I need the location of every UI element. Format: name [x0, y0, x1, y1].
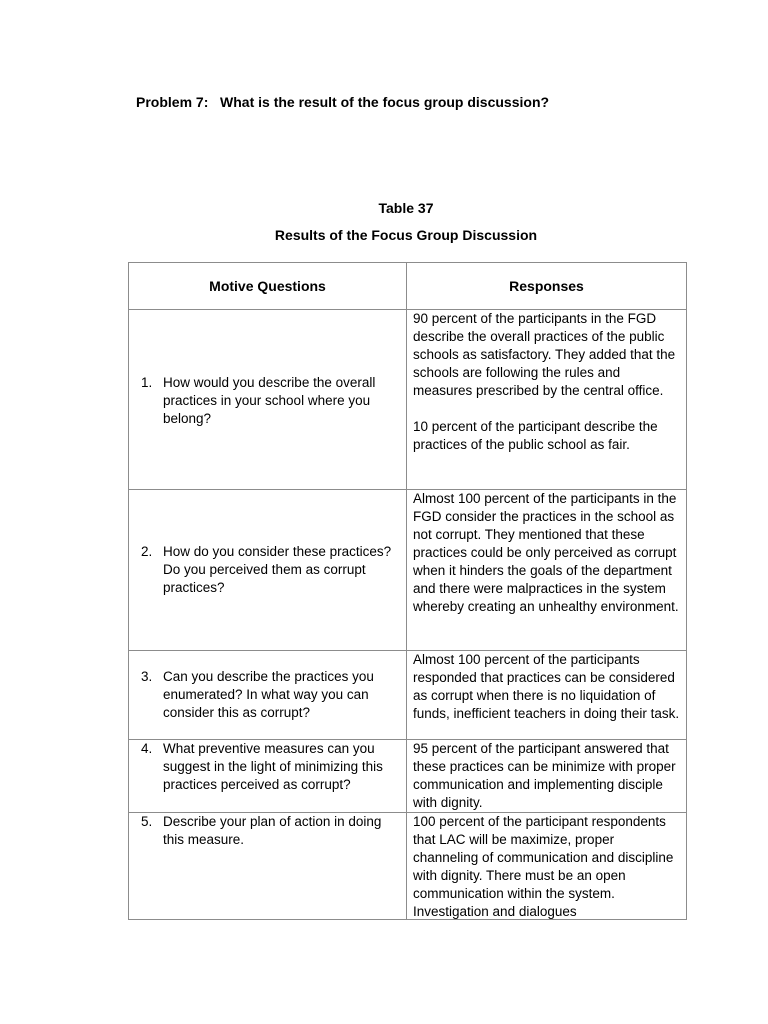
response-cell	[407, 740, 687, 813]
question-cell	[129, 740, 407, 813]
table-row	[129, 490, 687, 651]
question-cell	[129, 490, 407, 651]
response-text: 95 percent of the participant answered that these practices can be minimize with proper communication and implementing disciple with dignity.	[413, 741, 676, 810]
response-cell	[407, 310, 687, 490]
table-row	[129, 310, 687, 490]
problem-heading: Problem 7: What is the result of the focus group discussion?	[136, 94, 550, 110]
question-text: What preventive measures can you suggest in the light of minimizing this practices perceived as corrupt?	[163, 741, 383, 792]
table-number: Table 37	[378, 200, 434, 216]
question-cell	[129, 651, 407, 740]
response-text: 100 percent of the participant respondents that LAC will be maximize, proper channeling of communication and discipline with dignity. There must be an open communication within the system. Investigation and dialogues	[413, 814, 674, 919]
table-row	[129, 813, 687, 920]
column-header-questions: Motive Questions	[129, 263, 407, 310]
table-caption: Results of the Focus Group Discussion	[274, 227, 538, 243]
question-number: 1.	[141, 374, 153, 390]
response-cell	[407, 813, 687, 920]
question-number: 5.	[141, 814, 153, 829]
response-text: Almost 100 percent of the participants responded that practices can be considered as corrupt when there is no liquidation of funds, inefficient teachers in doing their task.	[413, 652, 680, 721]
question-cell	[129, 813, 407, 920]
question-cell	[129, 310, 407, 490]
response-text: Almost 100 percent of the participants in the FGD consider the practices in the school as not corrupt. They mentioned that these practices could be only perceived as corrupt when it hinders the goals of the department and there were malpractices in the system whereby creating an unhealthy environment.	[413, 491, 679, 614]
response-text: 10 percent of the participant describe the practices of the public school as fair.	[413, 419, 658, 452]
response-cell	[407, 651, 687, 740]
question-text: Can you describe the practices you enumerated? In what way you can consider this as corrupt?	[163, 669, 374, 720]
table-row	[129, 740, 687, 813]
table-row	[129, 651, 687, 740]
question-number: 3.	[141, 669, 153, 684]
table-header-row	[129, 263, 687, 310]
column-header-responses: Responses	[407, 263, 687, 310]
question-text: How would you describe the overall practices in your school where you belong?	[163, 374, 376, 426]
response-cell	[407, 490, 687, 651]
question-text: Describe your plan of action in doing this measure.	[163, 814, 382, 847]
response-text: 90 percent of the participants in the FGD describe the overall practices of the public schools as satisfactory. They added that the schools are following the rules and measures prescribed by the central office.	[413, 311, 676, 398]
question-number: 4.	[141, 741, 153, 756]
question-number: 2.	[141, 544, 153, 559]
focus-group-table	[128, 262, 687, 920]
question-text: How do you consider these practices? Do you perceived them as corrupt practices?	[163, 544, 392, 595]
